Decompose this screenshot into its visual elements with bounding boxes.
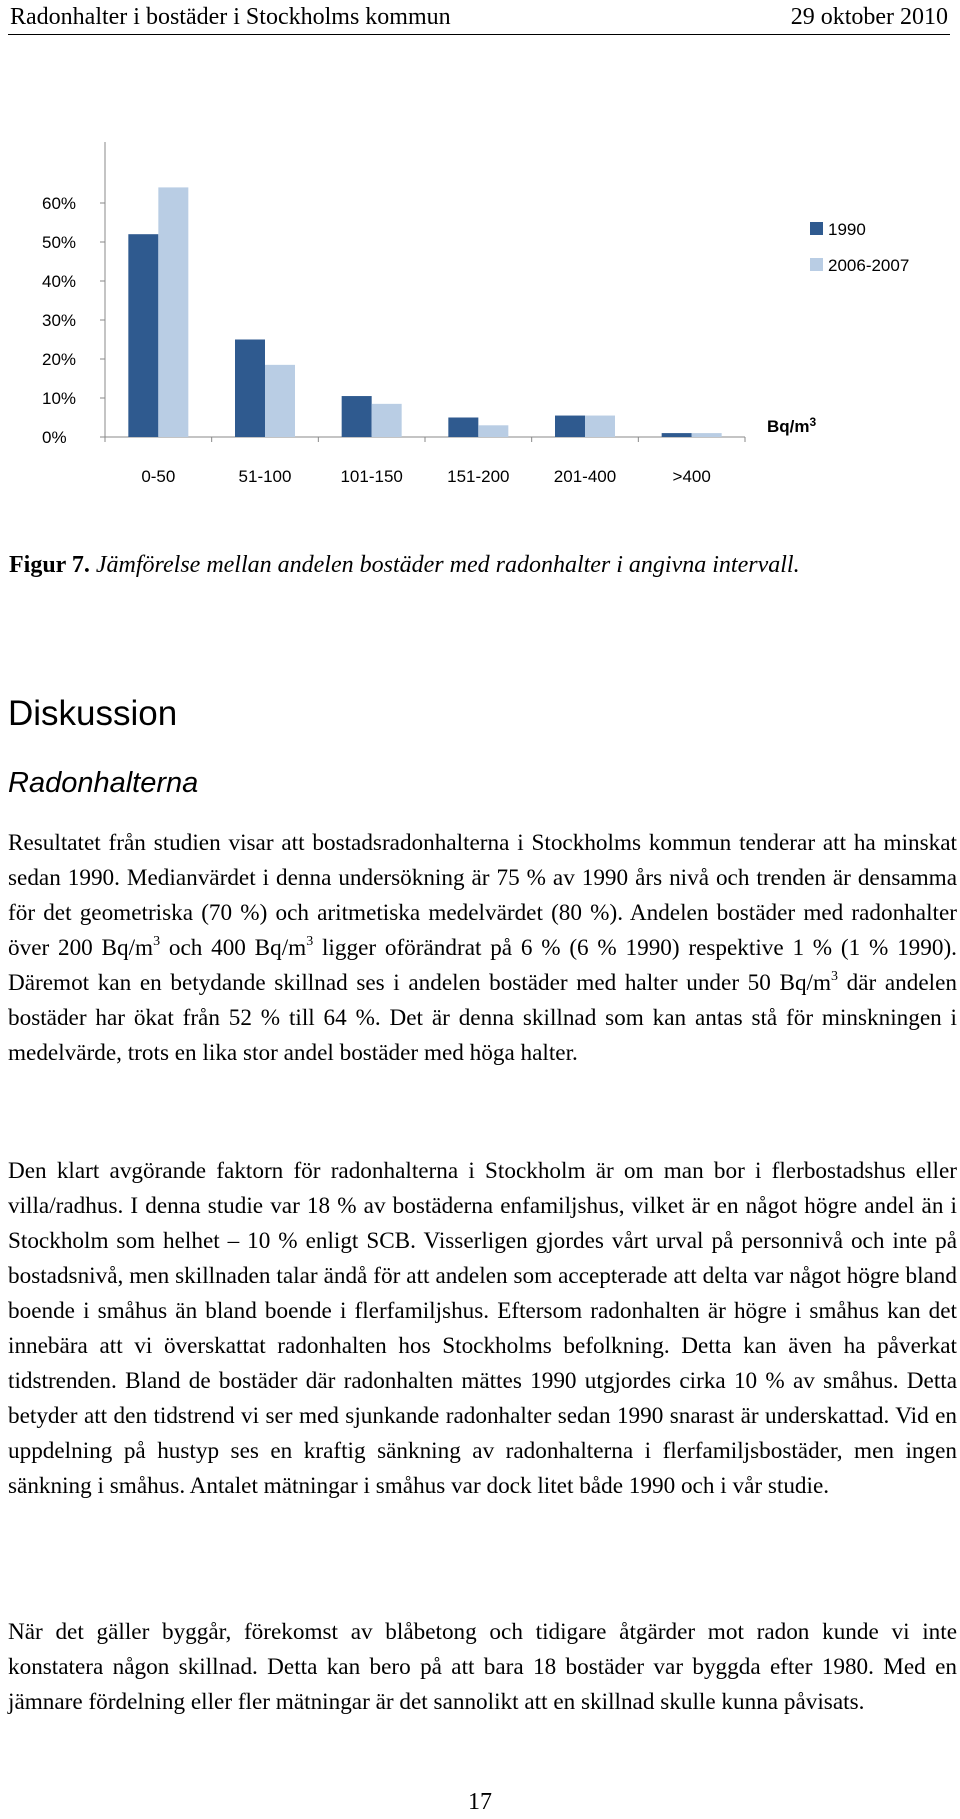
bar-series1 [342,396,372,437]
bar-series2 [372,404,402,437]
x-tick-label: 0-50 [141,467,176,486]
y-tick-label: 30% [42,311,77,330]
caption-text: Jämförelse mellan andelen bostäder med radonhalter i angivna intervall. [89,552,800,578]
legend-swatch [810,258,823,271]
legend-label: 1990 [828,220,866,239]
bar-series1 [555,416,585,437]
subsection-title: Radonhalterna [8,767,199,799]
page-header [8,0,950,35]
figure-caption [9,552,800,579]
header-date: 29 oktober 2010 [790,3,948,30]
x-tick-label: 101-150 [340,467,403,486]
bar-series1 [128,234,158,437]
bar-series2 [265,365,295,437]
y-tick-label: 50% [42,233,77,252]
bar-chart [0,130,960,500]
bar-series2 [478,425,508,437]
bar-series2 [692,433,722,437]
header-title: Radonhalter i bostäder i Stockholms kommun [10,3,451,30]
legend-swatch [810,222,823,235]
bar-series1 [448,418,478,438]
legend-label: 2006-2007 [828,256,910,275]
bar-series2 [158,187,188,437]
x-tick-label: 51-100 [238,467,292,486]
bar-series1 [662,433,692,437]
y-tick-label: 40% [42,272,77,291]
x-tick-label: 201-400 [553,467,617,486]
y-tick-label: 60% [42,194,77,213]
section-title: Diskussion [8,694,178,733]
x-axis-label: $Bq/m^3$ [767,415,817,436]
page-number: 17 [468,1789,492,1815]
y-tick-label: 10% [42,389,77,408]
paragraph-3: När det gäller byggår, förekomst av blåbetong och tidigare åtgärder mot radon kunde vi inte konstatera någon skillnad. Detta kan bero på att bara 18 bostäder var byggda efter 1980. Med en jämnare fördelning eller fler mätningar är det sannolikt att en skillnad skulle kunna påvisats. [8,1619,957,1715]
y-tick-label: 0% [42,428,67,447]
y-tick-label: 20% [42,350,77,369]
bar-series2 [585,416,615,437]
paragraph-1: Resultatet från studien visar att bostadsradonhalterna i Stockholms kommun tenderar att ha minskat sedan 1990. Medianvärdet i denna undersökning är 75 % av 1990 års nivå och trenden är densamma för det geometriska (70 %) och aritmetiska medelvärdet (80 %). Andelen bostäder med radonhalter över 200 $Bq/m^3$ och 400 $Bq/m^3$ ligger oförändrat på 6 % (6 % 1990) respektive 1 % (1 % 1990). Däremot kan en betydande skillnad ses i andelen bostäder med halter under 50 $Bq/m^3$ där andelen bostäder har ökat från 52 % till 64 %. Det är denna skillnad som kan antas stå för minskningen i medelvärde, trots en lika stor andel bostäder med höga halter. [8,830,957,1066]
caption-label: Figur 7. [9,552,90,578]
x-tick-label: 151-200 [447,467,510,486]
paragraph-2: Den klart avgörande faktorn för radonhalterna i Stockholm är om man bor i flerbostadshus eller villa/radhus. I denna studie var 18 % av bostäderna enfamiljshus, vilket är en något högre andel än i Stockholm som helhet – 10 % enligt SCB. Visserligen gjordes vårt urval på personnivå och inte på bostadsnivå, men skillnaden talar ändå för att andelen som accepterade att delta var något högre bland boende i småhus än bland boende i flerfamiljshus. Eftersom radonhalten är högre i småhus kan det innebära att vi överskattat radonhalten hos Stockholms befolkning. Detta kan även ha påverkat tidstrenden. Bland de bostäder där radonhalten mättes 1990 utgjordes cirka 10 % av småhus. Detta betyder att den tidstrend vi ser med sjunkande radonhalter sedan 1990 snarast är underskattad. Vid en uppdelning på hustyp ses en kraftig sänkning av radonhalterna i flerfamiljsbostäder, men ingen sänkning i småhus. Antalet mätningar i småhus var dock litet både 1990 och i vår studie. [8,1158,957,1499]
bar-series1 [235,340,265,438]
x-tick-label: >400 [672,467,711,486]
